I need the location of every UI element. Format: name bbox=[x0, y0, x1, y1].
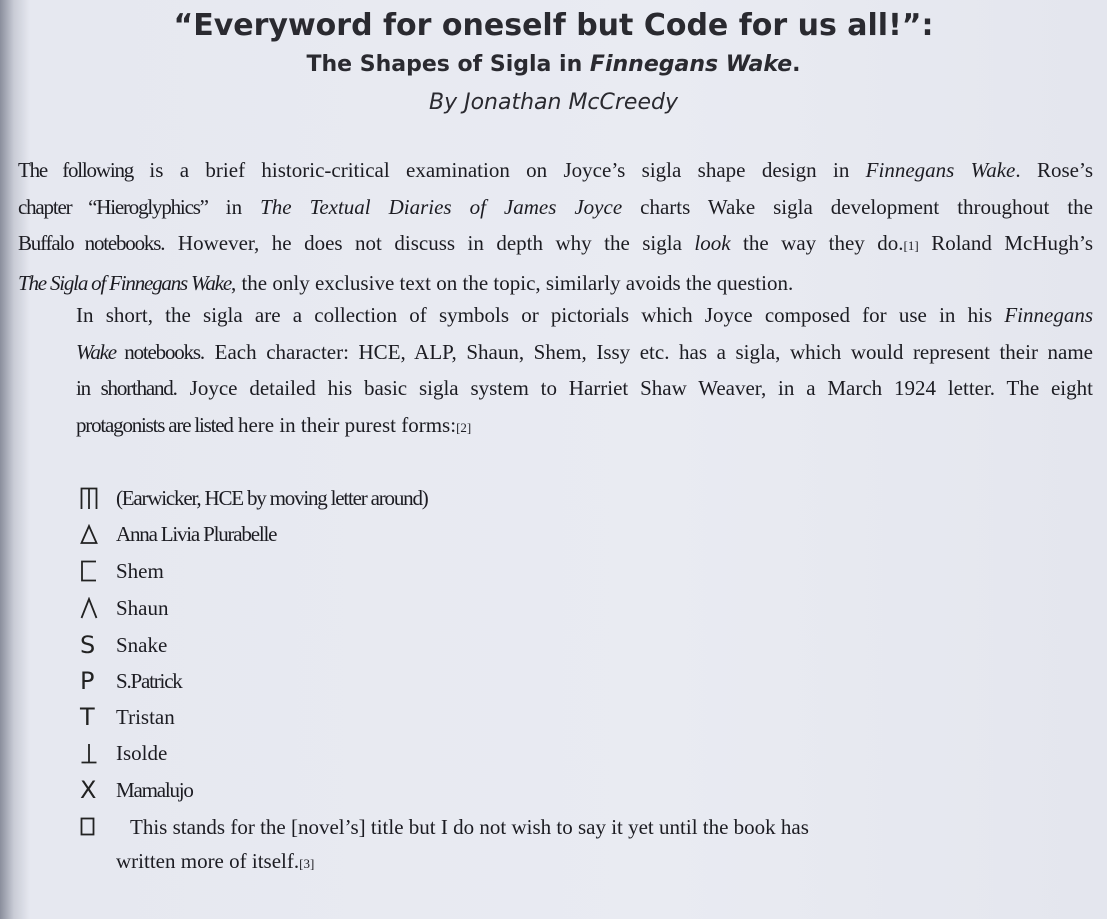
text-run: . Joyce detailed his basic sigla system to Harriet Shaw Weaver, in a March 1924 letter. The eight bbox=[172, 376, 1093, 400]
sigla-label: Shem bbox=[116, 558, 164, 583]
sigla-item-isolde bbox=[80, 735, 167, 771]
byline: By Jonathan McCreedy bbox=[428, 90, 678, 115]
t-icon: T bbox=[80, 703, 95, 731]
book-title: Wake bbox=[76, 339, 116, 364]
inverted-t-icon bbox=[80, 738, 116, 768]
square-icon bbox=[80, 812, 116, 842]
footnote-ref[interactable]: [3] bbox=[299, 856, 315, 871]
text-run: In short, the sigla are a collection of symbols or pictorials which Joyce composed for use in his bbox=[76, 303, 1005, 327]
sigla-item-shem bbox=[80, 553, 164, 589]
text-line bbox=[18, 225, 1093, 265]
sigla-label: (Earwicker, HCE by moving letter around) bbox=[116, 485, 428, 510]
text-line bbox=[18, 265, 1093, 302]
triangle-icon bbox=[80, 519, 116, 549]
sigla-label: S.Patrick bbox=[116, 668, 182, 693]
text-run: in shorthand bbox=[76, 376, 173, 400]
page-title: “Everyword for oneself but Code for us all!”: bbox=[173, 8, 934, 43]
subtitle-period: . bbox=[792, 52, 801, 77]
sigla-label: Tristan bbox=[116, 704, 175, 729]
text-line bbox=[18, 189, 1093, 226]
book-title: The Textual Diaries of James Joyce bbox=[260, 194, 623, 219]
x-icon: X bbox=[80, 776, 97, 804]
paragraph-sigla-intro bbox=[18, 297, 1093, 446]
paragraph-intro bbox=[18, 152, 1093, 301]
text-line bbox=[18, 297, 1093, 334]
text-run: written more of itself. bbox=[116, 849, 300, 873]
sigla-item-mamalujo bbox=[80, 772, 193, 808]
text-run: . Each character: HCE, ALP, Shaun, Shem, Issy etc. has a sigla, which would represent their name bbox=[199, 339, 1093, 364]
sigla-item-earwicker bbox=[80, 480, 428, 516]
sigla-item-tristan bbox=[80, 699, 175, 735]
emphasis: look bbox=[694, 231, 731, 255]
text-line bbox=[18, 407, 1093, 447]
sigla-item-shaun bbox=[80, 590, 169, 626]
text-run: here in their purest forms: bbox=[232, 412, 457, 437]
book-title: The Sigla of Finnegans Wake bbox=[18, 270, 231, 295]
sigla-label: Mamalujo bbox=[116, 777, 193, 802]
text-line bbox=[18, 370, 1093, 407]
text-run: in bbox=[207, 194, 261, 219]
text-run: Buffalo notebooks bbox=[18, 231, 161, 255]
book-title: Finnegans bbox=[1004, 303, 1093, 327]
sigla-item-title bbox=[80, 809, 809, 845]
text-run: , the only exclusive text on the topic, similarly avoids the question. bbox=[230, 270, 794, 295]
subtitle-book-title: Finnegans Wake bbox=[589, 52, 793, 77]
page-subtitle bbox=[0, 52, 1107, 77]
open-square-icon bbox=[80, 556, 116, 586]
p-icon: P bbox=[80, 667, 95, 695]
text-run: the way they do. bbox=[730, 231, 904, 255]
sigla-item-patrick bbox=[80, 663, 182, 699]
sigla-item-snake bbox=[80, 627, 167, 663]
sigla-item-alp bbox=[80, 516, 276, 552]
sigla-label: Anna Livia Plurabelle bbox=[116, 521, 277, 546]
caret-icon bbox=[80, 593, 116, 623]
text-run: chapter “Hieroglyphics” bbox=[18, 194, 208, 219]
text-line bbox=[18, 152, 1093, 189]
text-run: charts Wake sigla development throughout the bbox=[622, 194, 1093, 219]
text-run: notebooks bbox=[115, 339, 200, 364]
text-run: is a brief historic-critical examination on Joyce’s sigla shape design in bbox=[133, 158, 866, 182]
text-run: The following bbox=[18, 158, 134, 182]
text-line bbox=[18, 334, 1093, 371]
sigla-note-continuation bbox=[116, 849, 314, 874]
sigla-label: Shaun bbox=[116, 595, 169, 620]
text-run: protagonists are listed bbox=[76, 412, 233, 437]
text-run: . Rose’s bbox=[1015, 158, 1093, 182]
footnote-ref[interactable]: [1] bbox=[903, 238, 919, 253]
s-icon: S bbox=[80, 631, 96, 659]
footnote-ref[interactable]: [2] bbox=[456, 419, 472, 435]
sigla-label: This stands for the [novel’s] title but I do not wish to say it yet until the book has bbox=[130, 814, 809, 839]
text-run: . However, he does not discuss in depth why the sigla bbox=[160, 231, 695, 255]
book-title: Finnegans Wake bbox=[865, 158, 1016, 182]
text-run: Roland McHugh’s bbox=[918, 231, 1094, 255]
subtitle-text: The Shapes of Sigla in bbox=[306, 52, 590, 77]
sigla-label: Snake bbox=[116, 632, 168, 657]
sigla-label: Isolde bbox=[116, 740, 168, 765]
m-shape-icon bbox=[80, 483, 116, 513]
